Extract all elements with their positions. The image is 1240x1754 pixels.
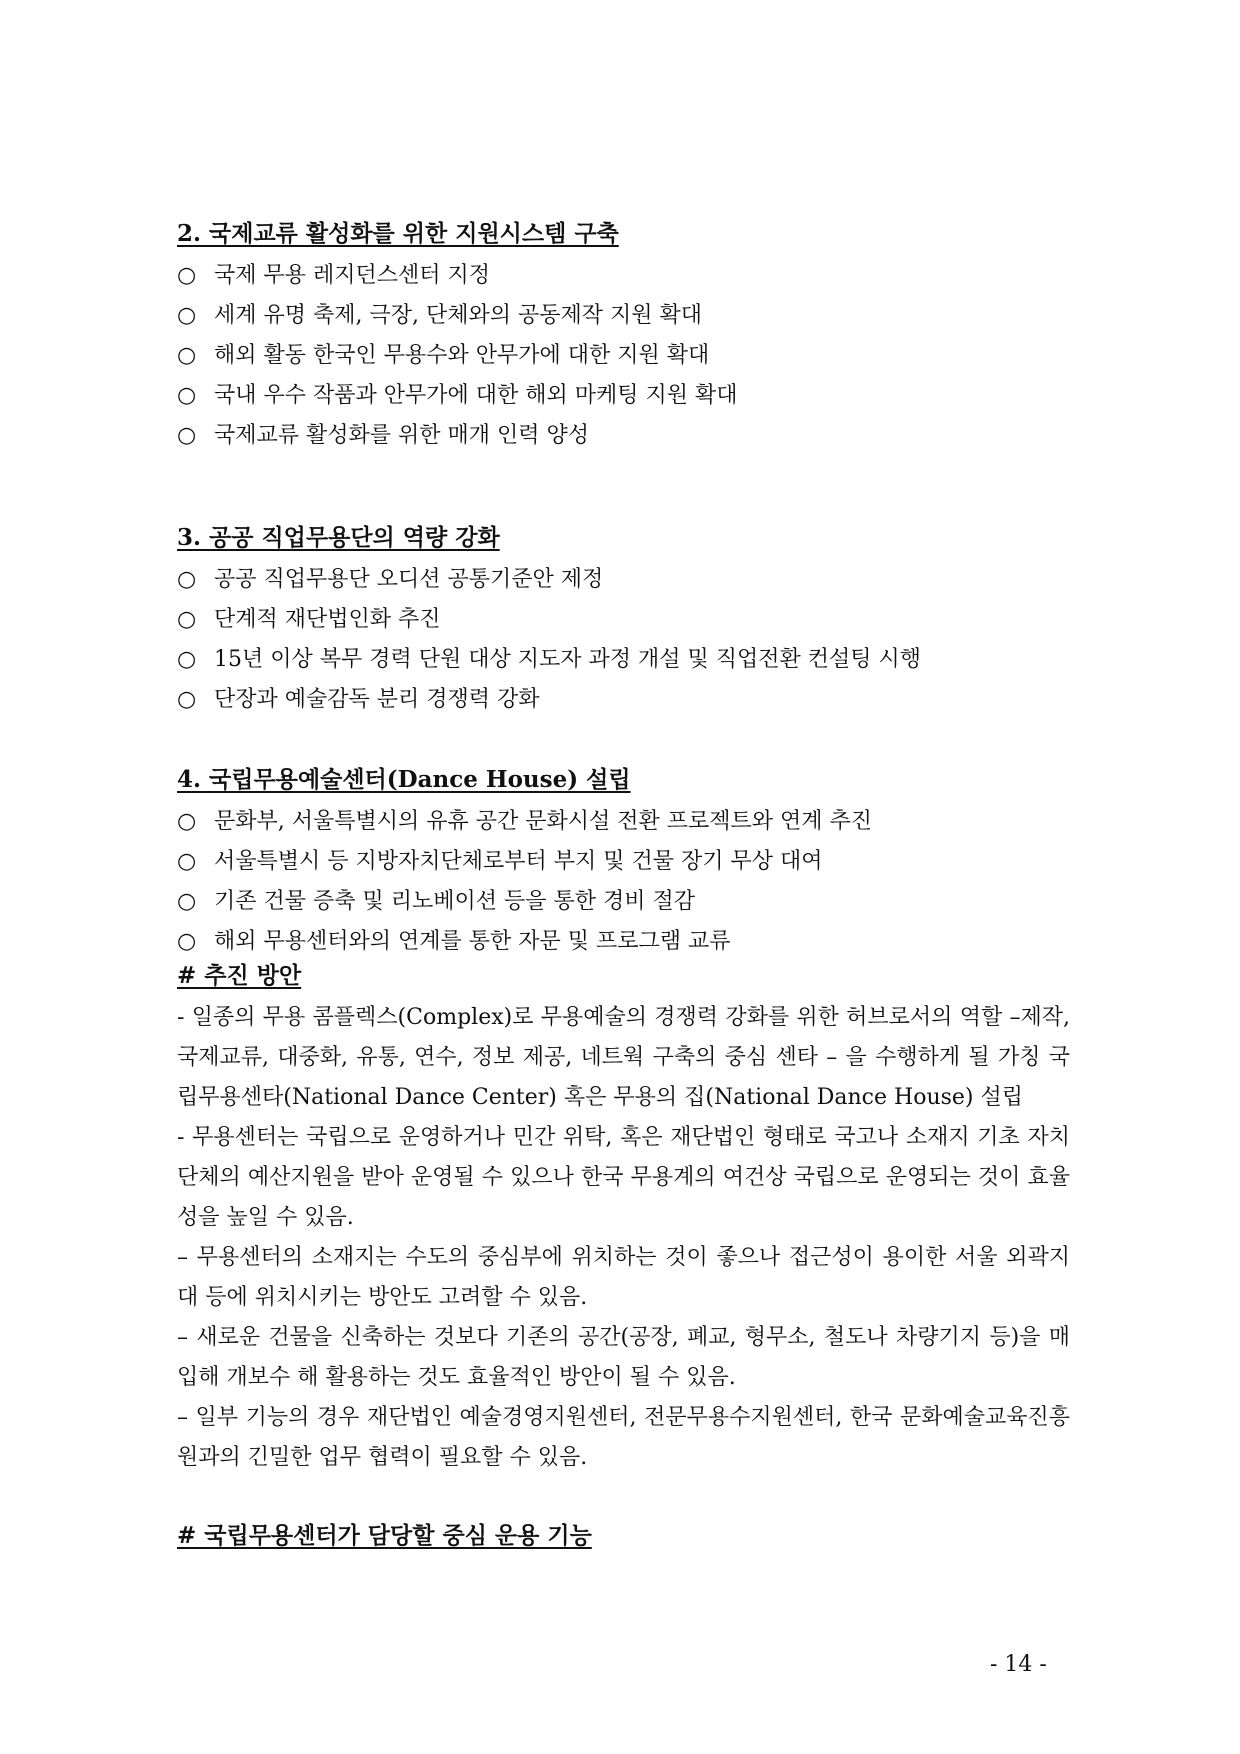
list-item: ○ 국제교류 활성화를 위한 매개 인력 양성 <box>177 416 1070 456</box>
circle-bullet-icon: ○ <box>177 687 197 712</box>
section-dance-house <box>177 764 1070 962</box>
bullet-list <box>177 560 1070 720</box>
section-international-exchange <box>177 218 1070 456</box>
section-functions <box>177 1520 1070 1552</box>
circle-bullet-icon: ○ <box>177 303 197 328</box>
circle-bullet-icon: ○ <box>177 567 197 592</box>
list-item: ○ 해외 무용센터와의 연계를 통한 자문 및 프로그램 교류 <box>177 922 1070 962</box>
circle-bullet-icon: ○ <box>177 607 197 632</box>
circle-bullet-icon: ○ <box>177 647 197 672</box>
circle-bullet-icon: ○ <box>177 929 197 954</box>
section-plan <box>177 960 1070 1478</box>
list-item: ○ 단장과 예술감독 분리 경쟁력 강화 <box>177 680 1070 720</box>
list-item: ○ 세계 유명 축제, 극장, 단체와의 공동제작 지원 확대 <box>177 296 1070 336</box>
list-item: ○ 기존 건물 증축 및 리노베이션 등을 통한 경비 절감 <box>177 882 1070 922</box>
circle-bullet-icon: ○ <box>177 343 197 368</box>
list-item: ○ 공공 직업무용단 오디션 공통기준안 제정 <box>177 560 1070 600</box>
list-item: ○ 15년 이상 복무 경력 단원 대상 지도자 과정 개설 및 직업전환 컨설팅 시행 <box>177 640 1070 680</box>
list-item: ○ 국내 우수 작품과 안무가에 대한 해외 마케팅 지원 확대 <box>177 376 1070 416</box>
section-heading: 2. 국제교류 활성화를 위한 지원시스템 구축 <box>177 220 619 247</box>
circle-bullet-icon: ○ <box>177 889 197 914</box>
list-item: ○ 국제 무용 레지던스센터 지정 <box>177 256 1070 296</box>
plan-body <box>177 998 1070 1478</box>
circle-bullet-icon: ○ <box>177 263 197 288</box>
functions-heading: # 국립무용센터가 담당할 중심 운용 기능 <box>177 1522 592 1549</box>
section-heading: 4. 국립무용예술센터(Dance House) 설립 <box>177 766 631 793</box>
plan-heading: # 추진 방안 <box>177 962 302 989</box>
circle-bullet-icon: ○ <box>177 809 197 834</box>
circle-bullet-icon: ○ <box>177 423 197 448</box>
plan-paragraph: – 새로운 건물을 신축하는 것보다 기존의 공간(공장, 폐교, 형무소, 철도나 차량기지 등)을 매입해 개보수 해 활용하는 것도 효율적인 방안이 될 수 있음. <box>177 1325 1070 1390</box>
list-item: ○ 단계적 재단법인화 추진 <box>177 600 1070 640</box>
list-item: ○ 문화부, 서울특별시의 유휴 공간 문화시설 전환 프로젝트와 연계 추진 <box>177 802 1070 842</box>
plan-paragraph: - 일종의 무용 콤플렉스(Complex)로 무용예술의 경쟁력 강화를 위한 허브로서의 역할 –제작, 국제교류, 대중화, 유통, 연수, 정보 제공, 네트웍 구축의 중심 센타 – 을 수행하게 될 가칭 국립무용센타(National Dance Center) 혹은 무용의 집(National Dance House) 설립 <box>177 1005 1070 1110</box>
plan-paragraph: – 무용센터의 소재지는 수도의 중심부에 위치하는 것이 좋으나 접근성이 용이한 서울 외곽지대 등에 위치시키는 방안도 고려할 수 있음. <box>177 1245 1070 1310</box>
bullet-list <box>177 802 1070 962</box>
page-number: - 14 - <box>990 1652 1047 1677</box>
section-public-dance-company <box>177 522 1070 720</box>
circle-bullet-icon: ○ <box>177 849 197 874</box>
plan-paragraph: – 일부 기능의 경우 재단법인 예술경영지원센터, 전문무용수지원센터, 한국 문화예술교육진흥원과의 긴밀한 업무 협력이 필요할 수 있음. <box>177 1405 1070 1470</box>
list-item: ○ 해외 활동 한국인 무용수와 안무가에 대한 지원 확대 <box>177 336 1070 376</box>
list-item: ○ 서울특별시 등 지방자치단체로부터 부지 및 건물 장기 무상 대여 <box>177 842 1070 882</box>
bullet-list <box>177 256 1070 456</box>
plan-paragraph: - 무용센터는 국립으로 운영하거나 민간 위탁, 혹은 재단법인 형태로 국고나 소재지 기초 자치 단체의 예산지원을 받아 운영될 수 있으나 한국 무용계의 여건상 국립으로 운영되는 것이 효율성을 높일 수 있음. <box>177 1125 1070 1230</box>
section-heading: 3. 공공 직업무용단의 역량 강화 <box>177 524 500 551</box>
circle-bullet-icon: ○ <box>177 383 197 408</box>
